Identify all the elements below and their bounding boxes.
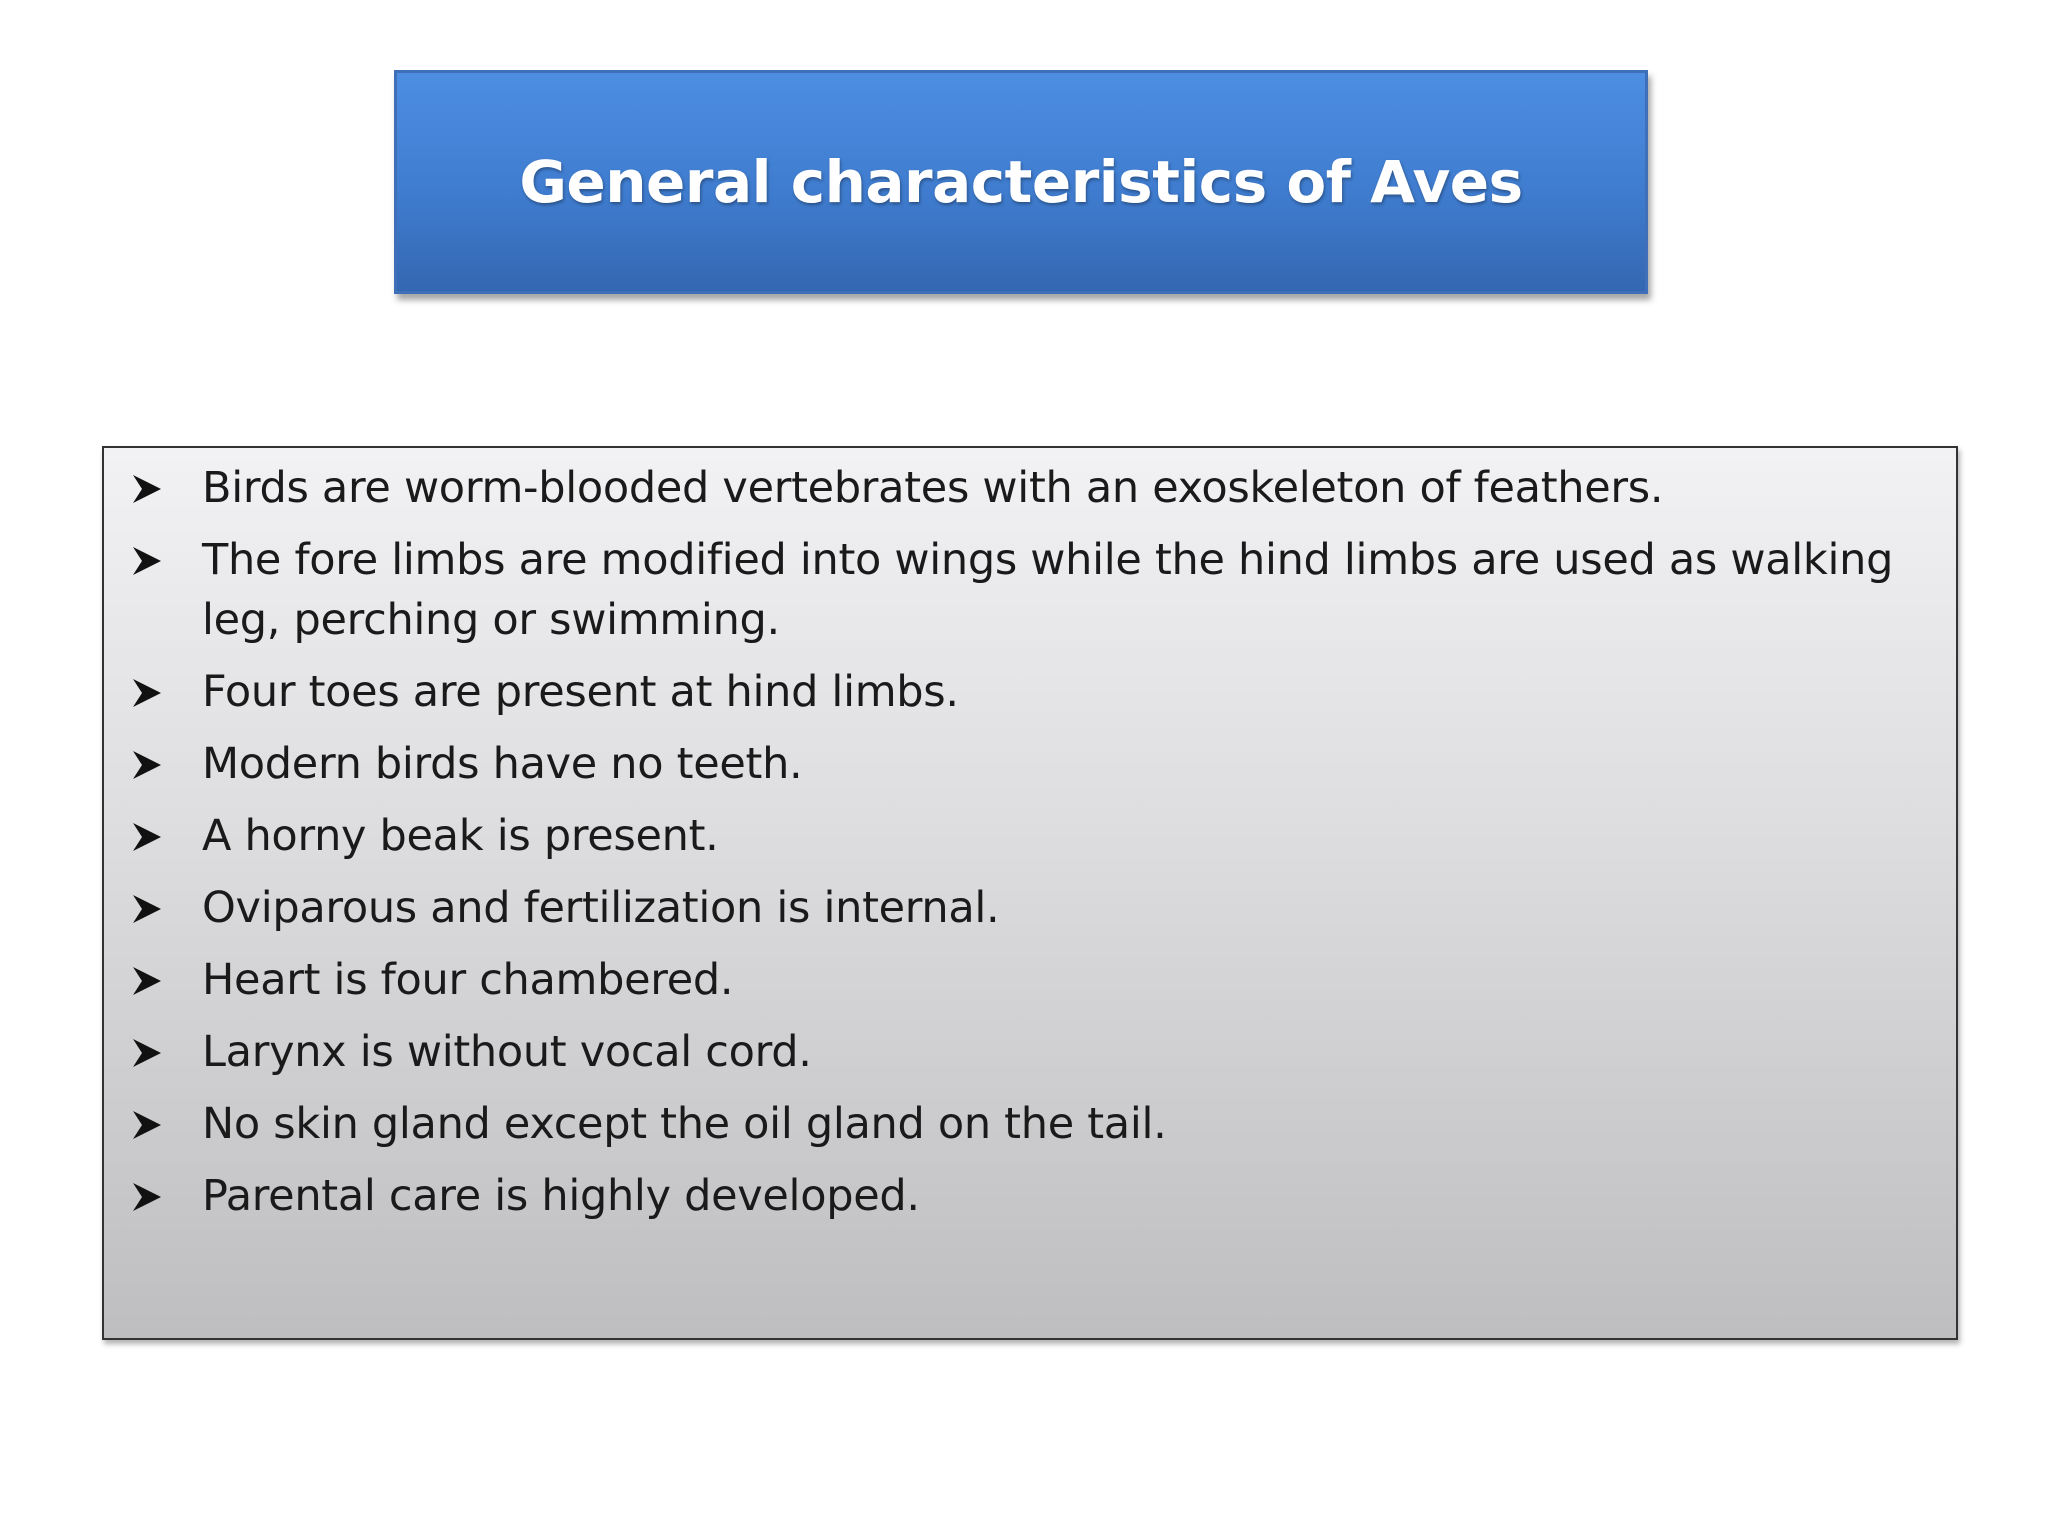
bullet-text: Birds are worm-blooded vertebrates with an exoskeleton of feathers.: [202, 463, 1664, 513]
list-item: [130, 1094, 1930, 1154]
bullet-text: Modern birds have no teeth.: [202, 739, 803, 789]
bullet-list: [130, 458, 1930, 1238]
list-item: [130, 1166, 1930, 1226]
slide-title: General characteristics of Aves: [519, 148, 1523, 216]
bullet-text: Oviparous and fertilization is internal.: [202, 883, 1000, 933]
title-banner: [394, 70, 1648, 294]
list-item: [130, 458, 1930, 518]
bullet-text: Heart is four chambered.: [202, 955, 734, 1005]
arrowhead-bullet-icon: [130, 806, 202, 866]
arrowhead-bullet-icon: [130, 662, 202, 722]
list-item: [130, 1022, 1930, 1082]
list-item: [130, 806, 1930, 866]
arrowhead-bullet-icon: [130, 878, 202, 938]
arrowhead-bullet-icon: [130, 734, 202, 794]
bullet-text: Parental care is highly developed.: [202, 1171, 920, 1221]
arrowhead-bullet-icon: [130, 1166, 202, 1226]
arrowhead-bullet-icon: [130, 1094, 202, 1154]
list-item: [130, 950, 1930, 1010]
content-panel: [102, 446, 1958, 1340]
bullet-text: A horny beak is present.: [202, 811, 719, 861]
arrowhead-bullet-icon: [130, 530, 202, 590]
list-item: [130, 734, 1930, 794]
list-item: [130, 878, 1930, 938]
bullet-text: Four toes are present at hind limbs.: [202, 667, 959, 717]
arrowhead-bullet-icon: [130, 950, 202, 1010]
bullet-text: Larynx is without vocal cord.: [202, 1027, 812, 1077]
bullet-text: No skin gland except the oil gland on the tail.: [202, 1099, 1167, 1149]
list-item: [130, 662, 1930, 722]
arrowhead-bullet-icon: [130, 458, 202, 518]
bullet-text: The fore limbs are modified into wings while the hind limbs are used as walking leg, perching or swimming.: [202, 535, 1894, 645]
arrowhead-bullet-icon: [130, 1022, 202, 1082]
list-item: [130, 530, 1930, 650]
